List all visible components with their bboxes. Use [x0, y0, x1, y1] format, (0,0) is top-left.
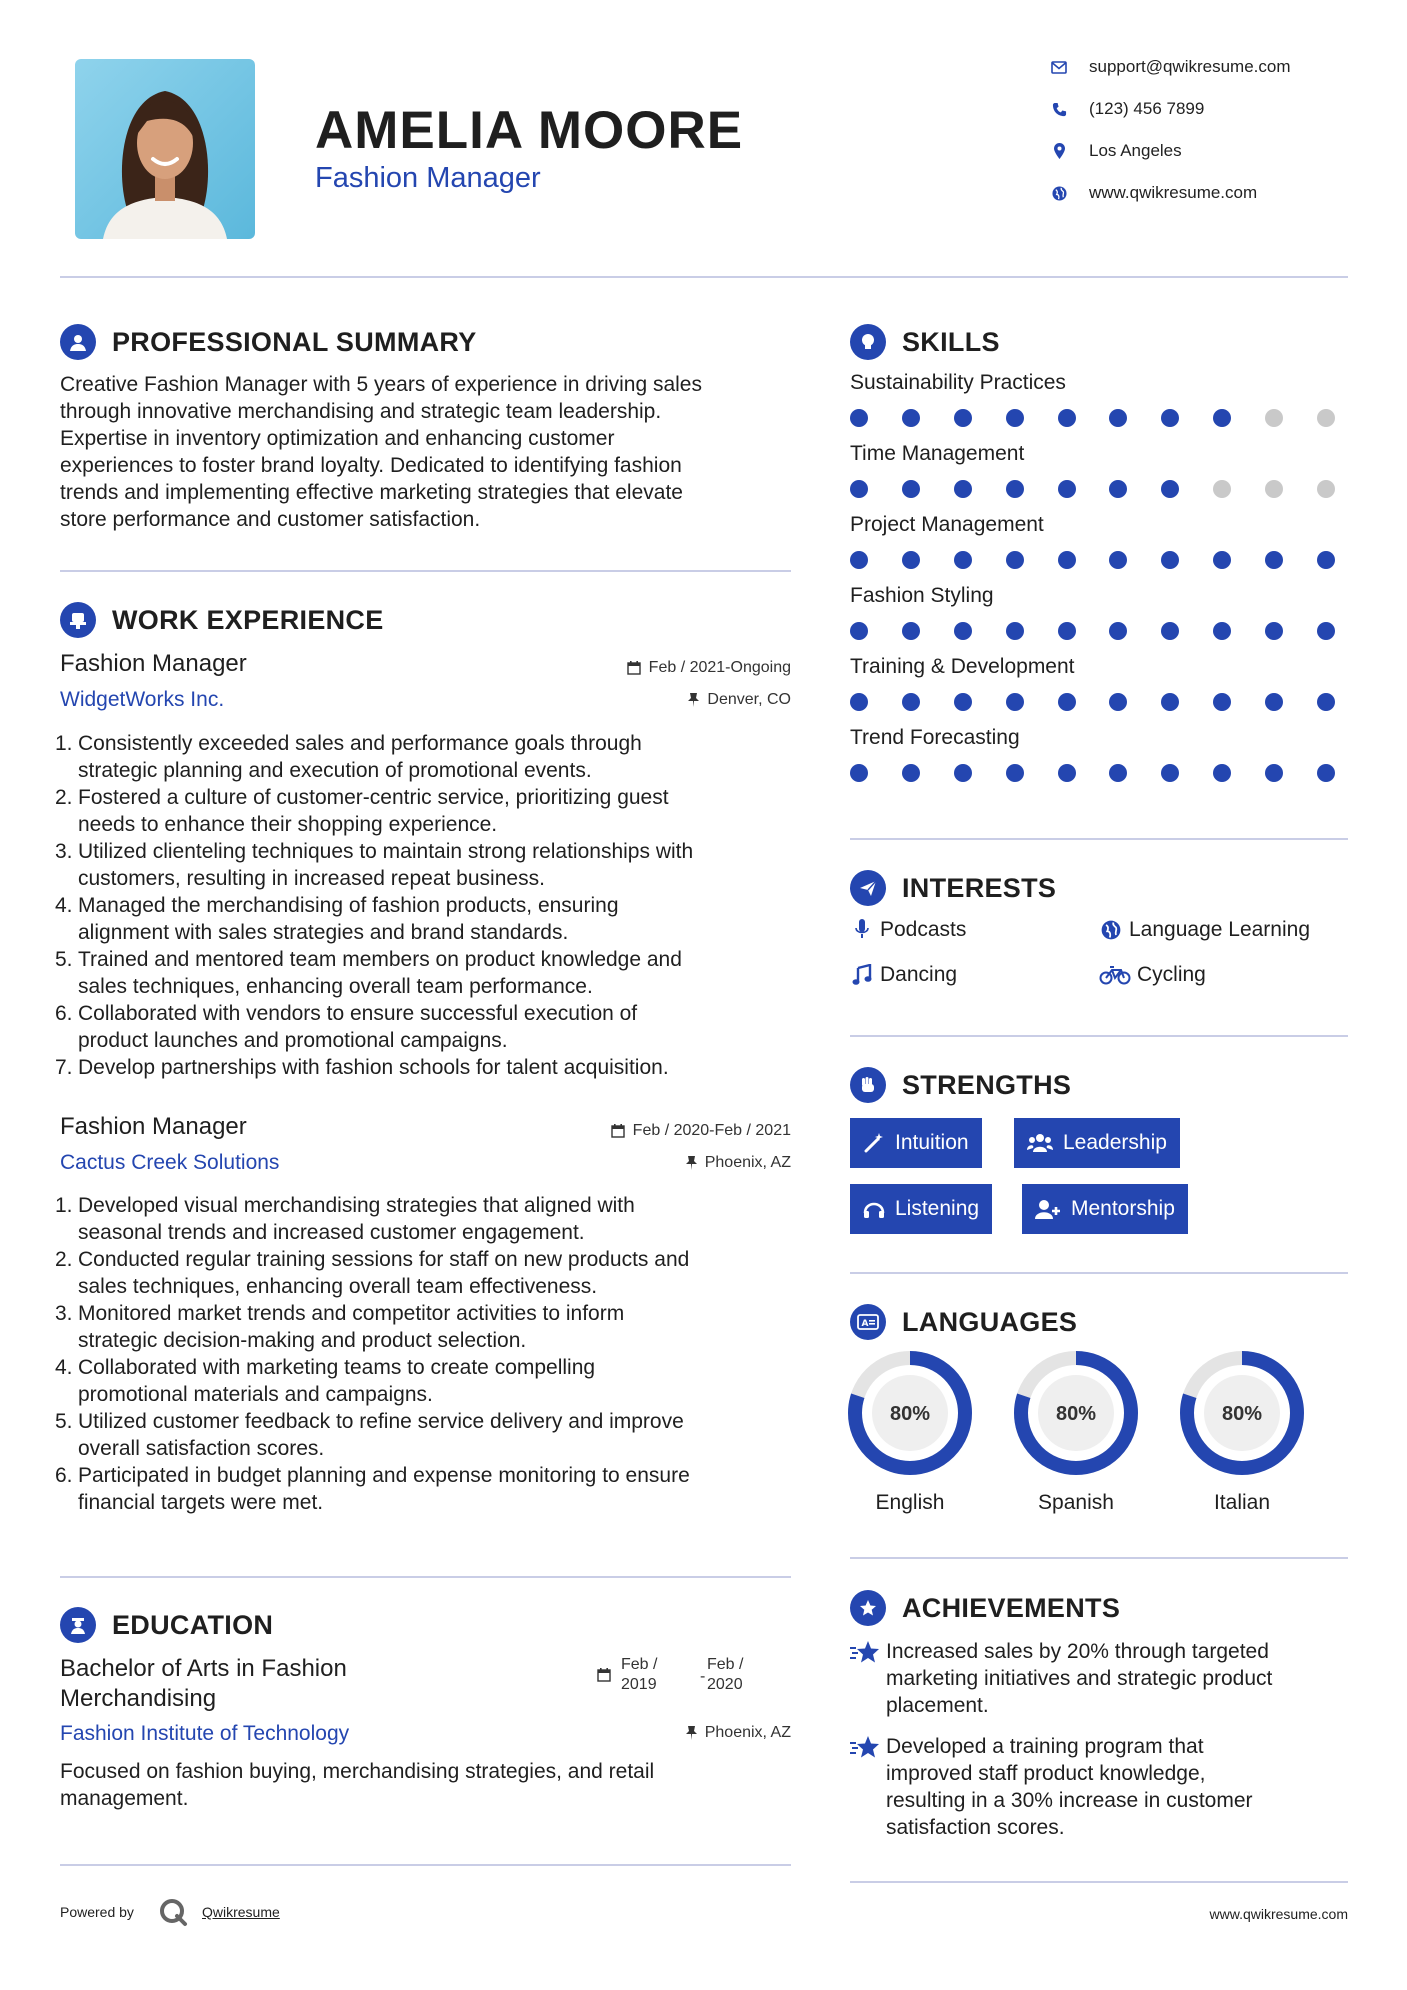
language-name: Italian [1213, 1491, 1271, 1514]
skill-dot-filled [1109, 622, 1127, 640]
language-english [848, 1351, 972, 1515]
skill-dot-filled [1213, 764, 1231, 782]
lightbulb-icon [850, 324, 886, 360]
achievements-divider [850, 1881, 1348, 1883]
skill-dot-filled [1058, 480, 1076, 498]
contact-website[interactable] [1050, 183, 1257, 203]
skill-dot-empty [1213, 480, 1231, 498]
language-name: Spanish [1038, 1491, 1114, 1514]
interests-divider [850, 1035, 1348, 1037]
skill-rating [850, 480, 1335, 498]
skill-dot-filled [1006, 409, 1024, 427]
globe-icon [1099, 920, 1123, 940]
contact-email-text: support@qwikresume.com [1089, 57, 1291, 76]
skill-dot-filled [902, 480, 920, 498]
list-item: 3. Monitored market trends and competitor activities to inform strategic decision-making and product selection. [55, 1302, 625, 1352]
skill-dot-filled [1265, 622, 1283, 640]
job-dates [627, 659, 791, 677]
skill-dot-filled [1265, 551, 1283, 569]
skill-dot-filled [954, 622, 972, 640]
language-italian [1180, 1351, 1304, 1515]
skills-list [850, 371, 1335, 782]
summary-heading [60, 324, 477, 360]
job-location-text: Phoenix, AZ [704, 1154, 791, 1171]
skills-heading [850, 324, 1000, 360]
skill-dot-filled [902, 622, 920, 640]
star-icon [850, 1638, 886, 1719]
summary-line: store performance and customer satisfaction. [60, 508, 481, 531]
skill-dot-filled [1109, 764, 1127, 782]
achievements-heading-text: ACHIEVEMENTS [902, 1592, 1121, 1623]
skill-dot-filled [1058, 693, 1076, 711]
pushpin-icon [688, 693, 699, 707]
job-company: Cactus Creek Solutions [60, 1151, 280, 1174]
skill-dot-filled [1109, 480, 1127, 498]
interest-dancing [850, 963, 957, 987]
pushpin-icon [686, 1156, 697, 1170]
powered-by-label: Powered by [60, 1904, 134, 1920]
achievement-item [850, 1638, 1348, 1719]
calendar-icon [627, 661, 641, 675]
work-heading-text: WORK EXPERIENCE [112, 604, 384, 635]
skill-dot-filled [902, 409, 920, 427]
phone-icon [1050, 100, 1068, 118]
education-location [686, 1724, 791, 1742]
calendar-icon [611, 1124, 625, 1138]
skill-dot-filled [1161, 764, 1179, 782]
skill-rating [850, 551, 1335, 569]
education-start-date: Feb / 2019 [621, 1656, 658, 1693]
interest-label: Cycling [1137, 963, 1206, 986]
skill-dot-filled [1213, 693, 1231, 711]
summary-divider [60, 570, 791, 572]
headphones-icon [863, 1199, 885, 1219]
skill-dot-filled [1317, 693, 1335, 711]
header-divider [60, 276, 1348, 278]
achievement-item [850, 1733, 1348, 1841]
skill-rating [850, 409, 1335, 427]
skill-dot-filled [1058, 622, 1076, 640]
skill-dot-filled [954, 551, 972, 569]
school-name: Fashion Institute of Technology [60, 1722, 350, 1745]
ring-percent-label: 80% [1055, 1403, 1097, 1425]
languages-heading [850, 1304, 1077, 1340]
location-pin-icon [1050, 142, 1068, 160]
skill-name: Project Management [850, 513, 1044, 536]
skill-dot-filled [850, 622, 868, 640]
skill-dot-filled [1006, 622, 1024, 640]
achievements-heading [850, 1590, 1120, 1626]
skill-dot-filled [902, 693, 920, 711]
list-item: 5. Trained and mentored team members on product knowledge and sales techniques, enhancing overall team performance. [55, 948, 682, 998]
languages-divider [850, 1557, 1348, 1559]
skill-dot-filled [850, 764, 868, 782]
education-date-separator: - [700, 1668, 706, 1685]
interest-podcasts [850, 918, 966, 942]
interests-heading [850, 870, 1056, 906]
skill-dot-filled [1161, 409, 1179, 427]
strengths-divider [850, 1272, 1348, 1274]
job-title: Fashion Manager [60, 1113, 247, 1140]
contact-email[interactable] [1050, 57, 1291, 77]
skill-dot-filled [1265, 764, 1283, 782]
languages-heading-text: LANGUAGES [902, 1306, 1078, 1337]
skill-dot-empty [1317, 409, 1335, 427]
list-item: 5. Utilized customer feedback to refine service delivery and improve overall satisfaction scores. [55, 1410, 684, 1460]
language-icon [850, 1304, 886, 1340]
skill-dot-filled [1006, 693, 1024, 711]
skill-dot-filled [850, 409, 868, 427]
pushpin-icon [686, 1726, 697, 1740]
summary-line: experiences to foster brand loyalty. Dedicated to identifying fashion [60, 454, 682, 477]
summary-line: Expertise in inventory optimization and enhancing customer [60, 427, 615, 450]
work-heading [60, 602, 384, 638]
skill-dot-filled [1317, 551, 1335, 569]
list-item: 2. Conducted regular training sessions for staff on new products and sales techniques, enhancing overall team effectiveness. [55, 1248, 690, 1298]
summary-line: trends and implementing effective marketing strategies that elevate [60, 481, 683, 504]
skill-name: Fashion Styling [850, 584, 994, 607]
contact-phone-text: (123) 456 7899 [1089, 99, 1205, 118]
work-divider [60, 1576, 791, 1578]
strength-badge-listening [850, 1184, 992, 1234]
candidate-name: AMELIA MOORE [315, 101, 744, 160]
skill-dot-filled [1213, 409, 1231, 427]
job-title: Fashion Manager [60, 650, 247, 677]
list-item: 2. Fostered a culture of customer-centric service, prioritizing guest needs to enhance their shopping experience. [55, 786, 669, 836]
skill-dot-filled [1006, 551, 1024, 569]
skill-dot-filled [850, 693, 868, 711]
user-icon [60, 324, 96, 360]
skill-rating [850, 764, 1335, 782]
job-location-text: Denver, CO [707, 691, 791, 708]
job-location [686, 1154, 791, 1172]
contact-location-text: Los Angeles [1089, 141, 1182, 160]
strength-label: Leadership [1063, 1131, 1167, 1154]
paper-plane-icon [850, 870, 886, 906]
summary-heading-text: PROFESSIONAL SUMMARY [112, 326, 477, 357]
education-description: Focused on fashion buying, merchandising strategies, and retail management. [60, 1760, 655, 1810]
list-item: 3. Utilized clienteling techniques to maintain strong relationships with customers, resulting in increased repeat business. [55, 840, 694, 890]
strength-label: Intuition [895, 1131, 969, 1154]
list-item: 4. Managed the merchandising of fashion products, ensuring alignment with sales strategies and brand standards. [55, 894, 619, 944]
skill-dot-filled [1317, 622, 1335, 640]
skill-dot-filled [1058, 764, 1076, 782]
skills-divider [850, 838, 1348, 840]
interest-label: Podcasts [880, 918, 967, 941]
briefcase-icon [60, 602, 96, 638]
svg-text:A: A [861, 1319, 869, 1329]
magic-wand-icon [863, 1132, 885, 1154]
strength-badge-mentorship [1022, 1184, 1188, 1234]
skills-heading-text: SKILLS [902, 326, 1000, 357]
skill-dot-filled [1058, 409, 1076, 427]
skill-dot-empty [1265, 409, 1283, 427]
candidate-title: Fashion Manager [315, 162, 541, 194]
star-badge-icon [850, 1590, 886, 1626]
list-item: 6. Participated in budget planning and expense monitoring to ensure financial targets were met. [55, 1464, 690, 1514]
interests-heading-text: INTERESTS [902, 872, 1057, 903]
skill-dot-filled [1317, 764, 1335, 782]
star-icon [850, 1733, 886, 1841]
job-bullets [55, 730, 800, 1081]
degree-title: Bachelor of Arts in Fashion Merchandising [60, 1655, 347, 1712]
skill-dot-filled [954, 764, 972, 782]
strengths-heading [850, 1067, 1071, 1103]
skill-name: Trend Forecasting [850, 726, 1020, 749]
skill-rating [850, 693, 1335, 711]
interest-language-learning [1099, 918, 1310, 942]
language-name: English [875, 1491, 945, 1514]
language-ring [1180, 1351, 1304, 1475]
skill-name: Training & Development [850, 655, 1075, 678]
strengths-heading-text: STRENGTHS [902, 1069, 1072, 1100]
strength-label: Listening [895, 1197, 980, 1220]
skill-dot-filled [954, 409, 972, 427]
skill-dot-filled [850, 480, 868, 498]
ring-percent-label: 80% [1221, 1403, 1263, 1425]
bicycle-icon [1099, 965, 1131, 985]
summary-text [60, 371, 800, 533]
job-dates [611, 1122, 791, 1140]
list-item: 1. Developed visual merchandising strategies that aligned with seasonal trends and increased customer engagement. [55, 1194, 635, 1244]
skill-dot-filled [1161, 622, 1179, 640]
skill-name: Time Management [850, 442, 1025, 465]
skill-dot-filled [1006, 480, 1024, 498]
job-company: WidgetWorks Inc. [60, 688, 225, 711]
skill-dot-filled [902, 764, 920, 782]
footer-website[interactable]: www.qwikresume.com [1209, 1906, 1348, 1922]
ring-percent-label: 80% [889, 1403, 931, 1425]
profile-photo [75, 59, 255, 239]
education-heading [60, 1607, 273, 1643]
list-item: 7. Develop partnerships with fashion schools for talent acquisition. [55, 1056, 669, 1079]
contact-location [1050, 141, 1182, 161]
list-item: 4. Collaborated with marketing teams to create compelling promotional materials and campaigns. [55, 1356, 596, 1406]
skill-dot-filled [954, 693, 972, 711]
skill-dot-filled [1161, 693, 1179, 711]
job-location [688, 691, 791, 709]
qwikresume-link[interactable]: Qwikresume [202, 1904, 280, 1920]
music-note-icon [850, 964, 874, 986]
skill-rating [850, 622, 1335, 640]
skill-dot-filled [954, 480, 972, 498]
language-ring [1014, 1351, 1138, 1475]
skill-dot-filled [850, 551, 868, 569]
users-icon [1027, 1133, 1053, 1153]
achievement-text: Developed a training program that improved staff product knowledge, resulting in a 30% increase in customer satisfaction scores. [886, 1735, 1253, 1839]
language-ring [848, 1351, 972, 1475]
interest-label: Language Learning [1129, 918, 1311, 941]
interest-label: Dancing [880, 963, 958, 986]
skill-dot-filled [1109, 409, 1127, 427]
skill-name: Sustainability Practices [850, 371, 1066, 394]
job-dates-text: Feb / 2020-Feb / 2021 [632, 1122, 791, 1139]
education-heading-text: EDUCATION [112, 1609, 274, 1640]
list-item: 6. Collaborated with vendors to ensure successful execution of product launches and promotional campaigns. [55, 1002, 638, 1052]
language-spanish [1014, 1351, 1138, 1515]
qwikresume-logo-icon [158, 1897, 188, 1932]
job-bullets [55, 1192, 800, 1516]
skill-dot-filled [1213, 622, 1231, 640]
strength-badge-intuition [850, 1118, 982, 1168]
summary-line: Creative Fashion Manager with 5 years of experience in driving sales [60, 373, 702, 396]
skill-dot-filled [902, 551, 920, 569]
user-plus-icon [1035, 1199, 1061, 1219]
skill-dot-empty [1265, 480, 1283, 498]
list-item: 1. Consistently exceeded sales and performance goals through strategic planning and execution of promotional events. [55, 732, 642, 782]
contact-website-text: www.qwikresume.com [1089, 183, 1258, 202]
envelope-icon [1050, 58, 1068, 76]
globe-icon [1050, 184, 1068, 202]
strength-label: Mentorship [1071, 1197, 1175, 1220]
skill-dot-filled [1161, 480, 1179, 498]
education-location-text: Phoenix, AZ [704, 1724, 791, 1741]
summary-line: through innovative merchandising and strategic team leadership. [60, 400, 662, 423]
skill-dot-filled [1109, 551, 1127, 569]
skill-dot-filled [1161, 551, 1179, 569]
skill-dot-filled [1058, 551, 1076, 569]
calendar-icon [597, 1668, 611, 1687]
interest-cycling [1099, 963, 1206, 987]
achievement-text: Increased sales by 20% through targeted marketing initiatives and strategic product placement. [886, 1640, 1273, 1717]
education-end-date: Feb / 2020 [707, 1656, 744, 1693]
strength-badge-leadership [1014, 1118, 1180, 1168]
skill-dot-filled [1006, 764, 1024, 782]
contact-phone[interactable] [1050, 99, 1204, 119]
education-divider [60, 1864, 791, 1866]
fist-icon [850, 1067, 886, 1103]
skill-dot-filled [1213, 551, 1231, 569]
skill-dot-filled [1265, 693, 1283, 711]
skill-dot-empty [1317, 480, 1335, 498]
microphone-icon [850, 919, 874, 941]
job-dates-text: Feb / 2021-Ongoing [648, 659, 791, 676]
graduate-icon [60, 1607, 96, 1643]
skill-dot-filled [1109, 693, 1127, 711]
